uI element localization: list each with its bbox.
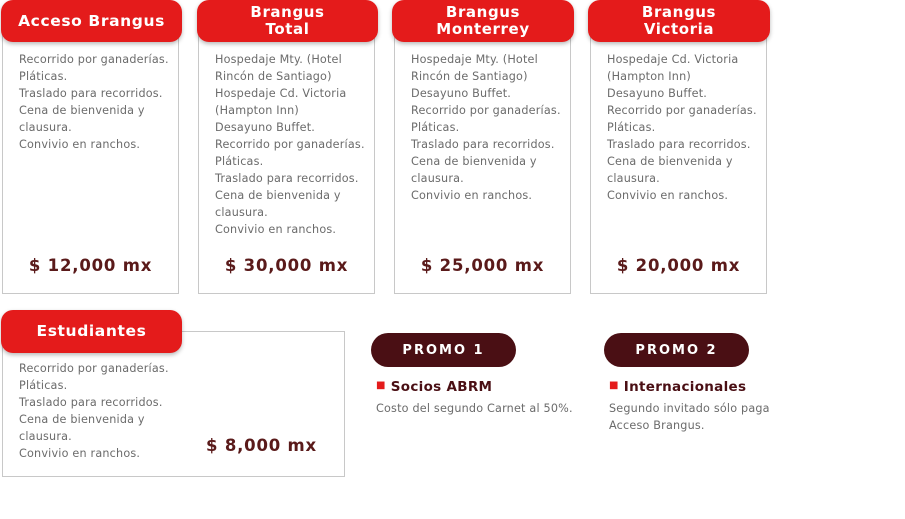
feature-line: clausura. (19, 430, 72, 443)
square-bullet-icon: ■ (609, 380, 619, 391)
feature-line: Cena de bienvenida y (19, 104, 145, 117)
feature-line: clausura. (19, 121, 72, 134)
package-price: $ 25,000 mx (420, 256, 545, 275)
feature-line: clausura. (607, 172, 660, 185)
package-features (19, 360, 169, 462)
feature-line: Hospedaje Cd. Victoria (215, 87, 347, 100)
package-name: Estudiantes (36, 322, 147, 340)
promo-2-description (609, 400, 770, 434)
feature-line: Recorrido por ganaderías. (607, 104, 757, 117)
feature-line: clausura. (215, 206, 268, 219)
feature-line: Cena de bienvenida y (607, 155, 733, 168)
package-features (215, 51, 368, 238)
package-tab-brangus-monterrey[interactable] (392, 0, 574, 42)
package-tab-brangus-victoria[interactable] (588, 0, 770, 42)
promo-desc-line: Segundo invitado sólo paga (609, 402, 770, 415)
promo-1-description (376, 400, 573, 417)
feature-line: Desayuno Buffet. (411, 87, 512, 100)
feature-line: Desayuno Buffet. (215, 121, 316, 134)
feature-line: clausura. (411, 172, 464, 185)
package-tab-estudiantes[interactable] (1, 310, 182, 353)
feature-line: Rincón de Santiago) (411, 70, 528, 83)
package-name-line: Monterrey (436, 20, 530, 38)
package-tab-acceso-brangus[interactable] (1, 0, 182, 42)
feature-line: Traslado para recorridos. (19, 87, 163, 100)
feature-line: Recorrido por ganaderías. (411, 104, 561, 117)
package-card-acceso-brangus (2, 20, 179, 294)
feature-line: Pláticas. (411, 121, 460, 134)
feature-line: Convivio en ranchos. (19, 138, 141, 151)
feature-line: Recorrido por ganaderías. (19, 53, 169, 66)
feature-line: Pláticas. (19, 379, 68, 392)
feature-line: Traslado para recorridos. (607, 138, 751, 151)
feature-line: Recorrido por ganaderías. (215, 138, 365, 151)
feature-line: Pláticas. (19, 70, 68, 83)
promo-2-button[interactable]: PROMO 2 (604, 333, 749, 367)
feature-line: (Hampton Inn) (607, 70, 691, 83)
feature-line: Recorrido por ganaderías. (19, 362, 169, 375)
feature-line: Cena de bienvenida y (215, 189, 341, 202)
feature-line: Convivio en ranchos. (215, 223, 337, 236)
promo-1-button[interactable]: PROMO 1 (371, 333, 516, 367)
feature-line: Hospedaje Mty. (Hotel (215, 53, 342, 66)
feature-line: Traslado para recorridos. (411, 138, 555, 151)
feature-line: Cena de bienvenida y (411, 155, 537, 168)
promo-desc-line: Acceso Brangus. (609, 419, 705, 432)
package-card-brangus-total (198, 20, 375, 294)
feature-line: Pláticas. (215, 155, 264, 168)
package-tab-brangus-total[interactable] (197, 0, 378, 42)
package-name: Acceso Brangus (18, 11, 165, 30)
feature-line: Cena de bienvenida y (19, 413, 145, 426)
package-card-brangus-victoria (590, 20, 767, 294)
promo-title-text: Internacionales (623, 379, 747, 395)
package-features (19, 51, 172, 153)
feature-line: Convivio en ranchos. (411, 189, 533, 202)
feature-line: Traslado para recorridos. (215, 172, 359, 185)
package-name-line: Brangus (250, 3, 325, 21)
promo-title-text: Socios ABRM (390, 379, 493, 395)
feature-line: Desayuno Buffet. (607, 87, 708, 100)
feature-line: Pláticas. (607, 121, 656, 134)
package-name-line: Total (265, 20, 310, 38)
package-features (607, 51, 760, 204)
package-price: $ 8,000 mx (206, 436, 317, 455)
feature-line: Rincón de Santiago) (215, 70, 332, 83)
promo-2-title (609, 379, 746, 395)
package-price: $ 20,000 mx (616, 256, 741, 275)
feature-line: Hospedaje Cd. Victoria (607, 53, 739, 66)
package-price: $ 30,000 mx (224, 256, 349, 275)
feature-line: Traslado para recorridos. (19, 396, 163, 409)
package-price: $ 12,000 mx (28, 256, 153, 275)
package-card-brangus-monterrey (394, 20, 571, 294)
promo-desc-line: Costo del segundo Carnet al 50%. (376, 402, 573, 415)
package-name-line: Brangus (445, 3, 521, 21)
feature-line: Convivio en ranchos. (19, 447, 141, 460)
square-bullet-icon: ■ (376, 380, 386, 391)
promo-1-title (376, 379, 492, 395)
package-features (411, 51, 564, 204)
package-name-line: Brangus (641, 3, 717, 21)
feature-line: (Hampton Inn) (215, 104, 299, 117)
feature-line: Convivio en ranchos. (607, 189, 729, 202)
feature-line: Hospedaje Mty. (Hotel (411, 53, 538, 66)
package-name-line: Victoria (643, 20, 715, 38)
